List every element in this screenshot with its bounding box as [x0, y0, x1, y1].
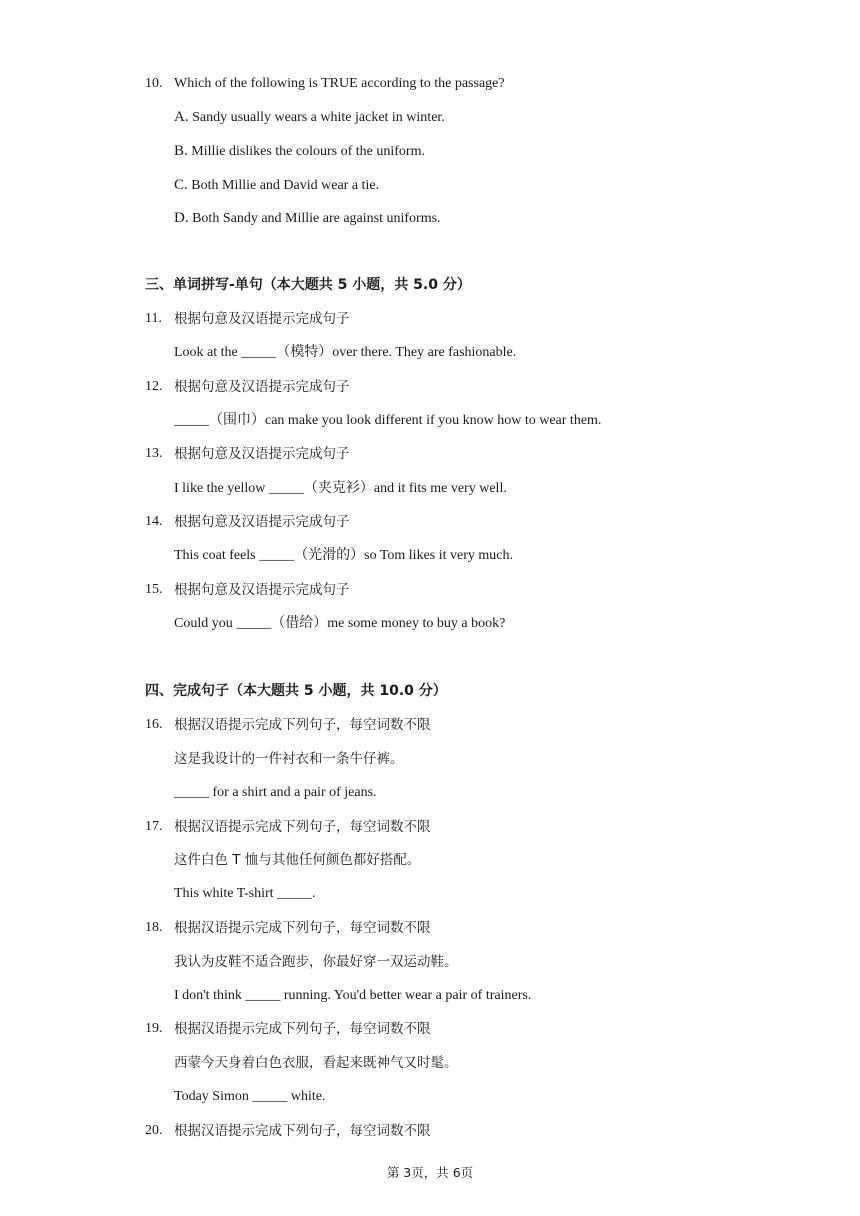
question-instruction: 根据句意及汉语提示完成句子 [174, 582, 350, 598]
english-sentence: _____ for a shirt and a pair of jeans. [174, 785, 377, 800]
option-letter: D. [174, 210, 189, 226]
option-c [174, 176, 379, 195]
option-letter: A. [174, 109, 189, 125]
chinese-sentence: 我认为皮鞋不适合跑步，你最好穿一双运动鞋。 [174, 954, 458, 970]
chinese-sentence: 这是我设计的一件衬衣和一条牛仔裤。 [174, 751, 404, 767]
option-letter: C. [174, 177, 188, 193]
section-heading: 四、完成句子（本大题共 5 小题，共 10.0 分） [145, 683, 447, 699]
chinese-sentence: 西蒙今天身着白色衣服，看起来既神气又时髦。 [174, 1055, 458, 1071]
chinese-sentence: 这件白色 T 恤与其他任何颜色都好搭配。 [174, 852, 421, 868]
option-d [174, 209, 441, 228]
section-heading: 三、单词拼写-单句（本大题共 5 小题，共 5.0 分） [145, 277, 471, 293]
question-instruction: 根据句意及汉语提示完成句子 [174, 514, 350, 530]
question-number: 16. [145, 717, 163, 732]
question-instruction: 根据汉语提示完成下列句子，每空词数不限 [174, 717, 431, 733]
question-sentence: Could you _____（借给）me some money to buy a book? [174, 616, 506, 631]
question-text: Which of the following is TRUE according to the passage? [174, 76, 505, 91]
option-letter: B. [174, 143, 188, 159]
english-sentence: I don't think _____ running. You'd better wear a pair of trainers. [174, 988, 532, 1003]
question-number: 19. [145, 1021, 163, 1036]
question-number: 11. [145, 311, 162, 326]
question-number: 15. [145, 582, 163, 597]
question-instruction: 根据句意及汉语提示完成句子 [174, 379, 350, 395]
question-instruction: 根据句意及汉语提示完成句子 [174, 311, 350, 327]
option-text: Sandy usually wears a white jacket in winter. [192, 110, 445, 125]
question-number: 12. [145, 379, 163, 394]
english-sentence: Today Simon _____ white. [174, 1089, 326, 1104]
question-sentence: I like the yellow _____（夹克衫）and it fits me very well. [174, 481, 507, 496]
question-number: 10. [145, 76, 163, 91]
question-number: 20. [145, 1123, 163, 1138]
question-number: 13. [145, 446, 163, 461]
question-instruction: 根据汉语提示完成下列句子，每空词数不限 [174, 819, 431, 835]
question-sentence: This coat feels _____（光滑的）so Tom likes it very much. [174, 548, 513, 563]
option-text: Both Millie and David wear a tie. [191, 178, 380, 193]
option-a [174, 108, 445, 127]
question-number: 17. [145, 819, 163, 834]
option-text: Millie dislikes the colours of the uniform. [191, 144, 425, 159]
option-b [174, 142, 425, 161]
question-number: 18. [145, 920, 163, 935]
question-instruction: 根据句意及汉语提示完成句子 [174, 446, 350, 462]
question-instruction: 根据汉语提示完成下列句子，每空词数不限 [174, 920, 431, 936]
question-sentence: _____（围巾）can make you look different if you know how to wear them. [174, 413, 602, 428]
english-sentence: This white T-shirt _____. [174, 886, 316, 901]
question-sentence: Look at the _____（模特）over there. They are fashionable. [174, 345, 517, 360]
question-instruction: 根据汉语提示完成下列句子，每空词数不限 [174, 1123, 431, 1139]
option-text: Both Sandy and Millie are against uniforms. [192, 211, 441, 226]
question-instruction: 根据汉语提示完成下列句子，每空词数不限 [174, 1021, 431, 1037]
question-number: 14. [145, 514, 163, 529]
page-footer: 第 3页，共 6页 [386, 1165, 474, 1180]
